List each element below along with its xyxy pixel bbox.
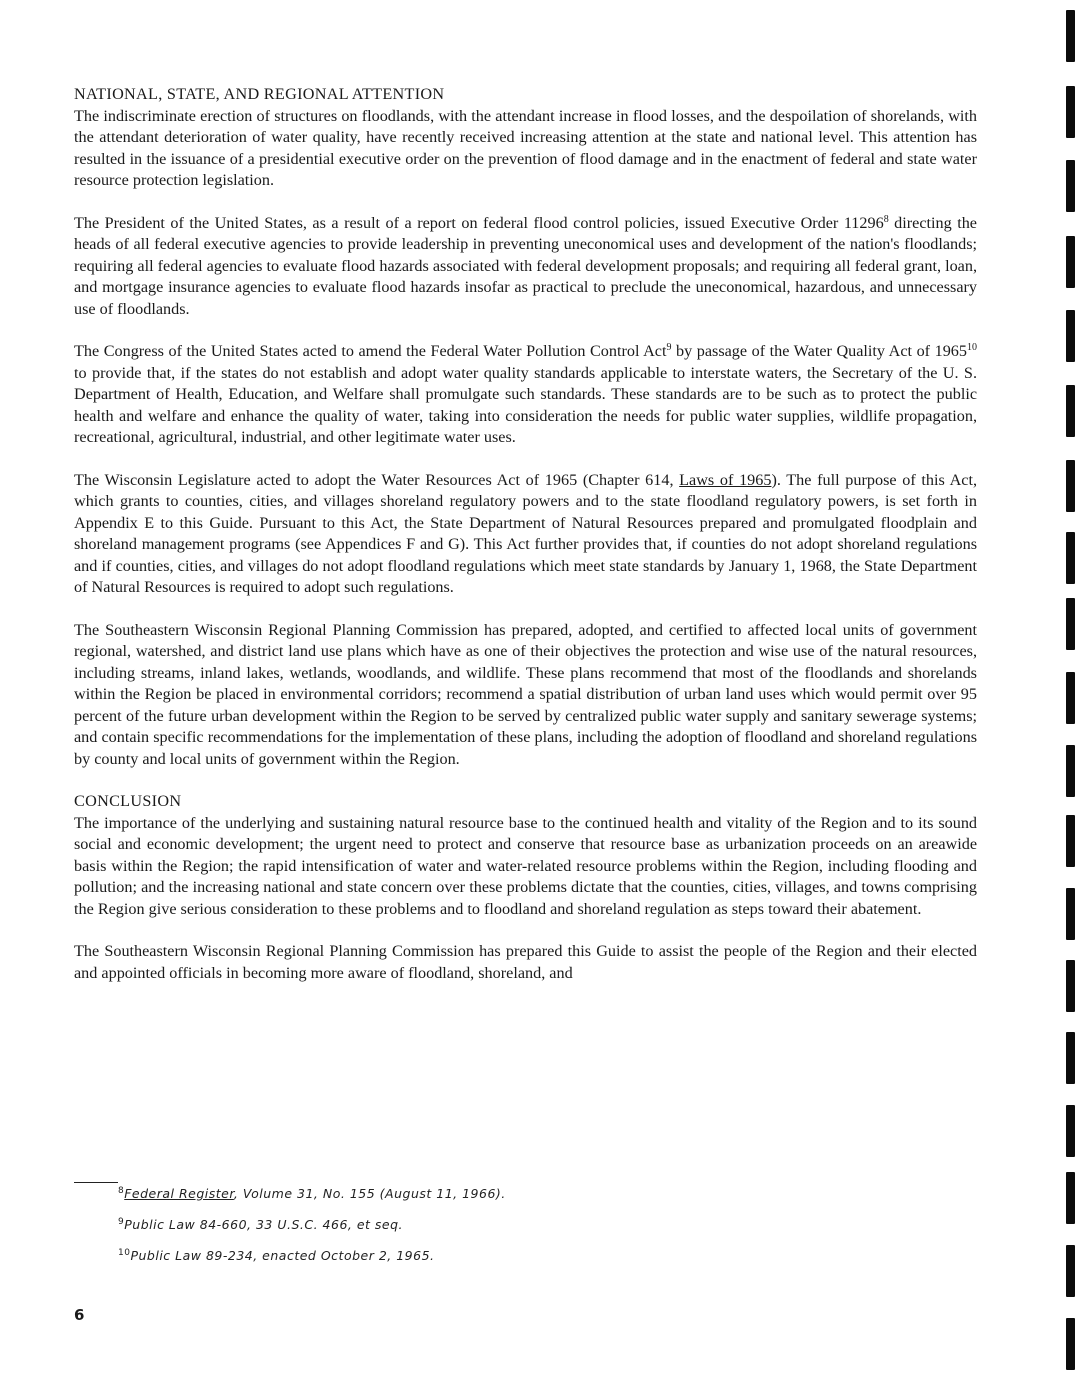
paragraph-4: The Wisconsin Legislature acted to adopt the Water Resources Act of 1965 (Chapter 614, Laws of 1965). The full purpose of this Act, which grants to counties, cities, and villages shoreland regulatory powers and to the state floodland regulatory powers, is set forth in Appendix E to this Guide. Pursuant to this Act, the State Department of Natural Resources prepared and promulgated floodplain and shoreland management programs (see Appendices F and G). This Act further provides that, if counties do not adopt shoreland regulations and if counties, cities, and villages do not adopt floodland regulations which meet state standards by January 1, 1968, the State Department of Natural Resources is required to adopt such regulations. bbox=[74, 470, 977, 596]
scan-edge-mark bbox=[1066, 815, 1075, 867]
scan-edge-mark bbox=[1066, 532, 1075, 584]
scan-edge-mark bbox=[1066, 1318, 1075, 1370]
paragraph-5: The Southeastern Wisconsin Regional Planning Commission has prepared, adopted, and certified to affected local units of government regional, watershed, and district land use plans which have as one of their objectives the protection and wise use of the natural resources, including streams, inland lakes, wetlands, woodlands, and wildlife. These plans recommend that most of the floodlands and shorelands within the Region be placed in environmental corridors; recommend a spatial distribution of urban land uses which would permit over 95 percent of the future urban development within the Region to be served by centralized public water supply and sanitary sewerage systems; and contain specific recommendations for the implementation of these plans, including the adoption of floodland and shoreland regulations by county and local units of government within the Region. bbox=[74, 620, 977, 768]
scan-edge-mark bbox=[1066, 460, 1075, 512]
footnote-ref-8: 8 bbox=[883, 213, 889, 225]
paragraph-1: The indiscriminate erection of structures on floodlands, with the attendant increase in flood losses, and the despoilation of shorelands, with the attendant deterioration of water quality, have recently received increasing attention at the state and national level. This attention has resulted in the issuance of a presidential executive order on the prevention of flood damage and in the enactment of federal and state water resource protection legislation. bbox=[74, 106, 977, 189]
scan-edge-mark bbox=[1066, 10, 1075, 62]
scan-edge-mark bbox=[1066, 385, 1075, 437]
paragraph-3: The Congress of the United States acted to amend the Federal Water Pollution Control Act$^9$ by passage of the Water Quality Act of 1965$^{10}$ to provide that, if the states do not establish and adopt water quality standards applicable to interstate waters, the Secretary of the U. S. Department of Health, Education, and Welfare shall promulgate such standards. These standards are to be such as to protect the public health and welfare and enhance the quality of water, taking into consideration the needs for public water supplies, wildlife propagation, recreational, agricultural, industrial, and other legitimate water uses. bbox=[74, 342, 977, 446]
scan-edge-mark bbox=[1066, 236, 1075, 288]
footnote-10: $^{10}$Public Law 89-234, enacted October 2, 1965. bbox=[118, 1248, 435, 1263]
scan-edge-mark bbox=[1066, 310, 1075, 362]
scan-edge-mark bbox=[1066, 1172, 1075, 1224]
footnote-ref-10: 10 bbox=[967, 342, 977, 353]
paragraph-6: The importance of the underlying and sustaining natural resource base to the continued health and vitality of the Region and to its sound social and economic development; the urgent need to protect and conserve that resource base as urbanization proceeds on an areawide basis within the Region; the rapid intensification of water and water-related resource problems within the Region, including flooding and pollution; and the increasing national and state concern over these problems dictate that the counties, cities, villages, and towns comprising the Region give serious consideration to these problems and to floodland and shoreland regulation as steps toward their abatement. bbox=[74, 813, 977, 918]
scan-edge-mark bbox=[1066, 672, 1075, 724]
scan-edge-mark bbox=[1066, 888, 1075, 940]
paragraph-7: The Southeastern Wisconsin Regional Planning Commission has prepared this Guide to assist the people of the Region and their elected and appointed officials in becoming more aware of floodland, shoreland, and bbox=[74, 942, 977, 982]
footnote-divider bbox=[74, 1182, 118, 1183]
scan-edge-mark bbox=[1066, 160, 1075, 212]
section-heading-attention: NATIONAL, STATE, AND REGIONAL ATTENTION bbox=[74, 85, 445, 103]
laws-of-1965-citation: Laws of 1965 bbox=[679, 470, 772, 489]
scan-edge-mark bbox=[1066, 960, 1075, 1012]
section-heading-conclusion: CONCLUSION bbox=[74, 792, 182, 810]
scan-edge-mark bbox=[1066, 1245, 1075, 1297]
footnote-ref-9: 9 bbox=[666, 342, 672, 353]
scan-edge-mark bbox=[1066, 598, 1075, 650]
page-number: 6 bbox=[74, 1306, 85, 1324]
body-text bbox=[74, 84, 977, 984]
scan-edge-mark bbox=[1066, 745, 1075, 797]
footnote-8: $^8$Federal Register, Volume 31, No. 155 (August 11, 1966). bbox=[118, 1186, 506, 1201]
footnote-9: $^9$Public Law 84-660, 33 U.S.C. 466, et seq. bbox=[118, 1217, 404, 1232]
scan-edge-mark bbox=[1066, 1032, 1075, 1084]
paragraph-2: The President of the United States, as a result of a report on federal flood control policies, issued Executive Order 11296$^8$ directing the heads of all federal executive agencies to provide leadership in preventing uneconomical uses and development of the nation's floodlands; requiring all federal agencies to evaluate flood hazards associated with federal development proposals; and requiring all federal grant, loan, and mortgage insurance agencies to evaluate flood hazards insofar as practical to preclude the uneconomical, hazardous, and unnecessary use of floodlands. bbox=[74, 213, 977, 318]
scan-edge-mark bbox=[1066, 86, 1075, 138]
scan-edge-mark bbox=[1066, 1105, 1075, 1157]
